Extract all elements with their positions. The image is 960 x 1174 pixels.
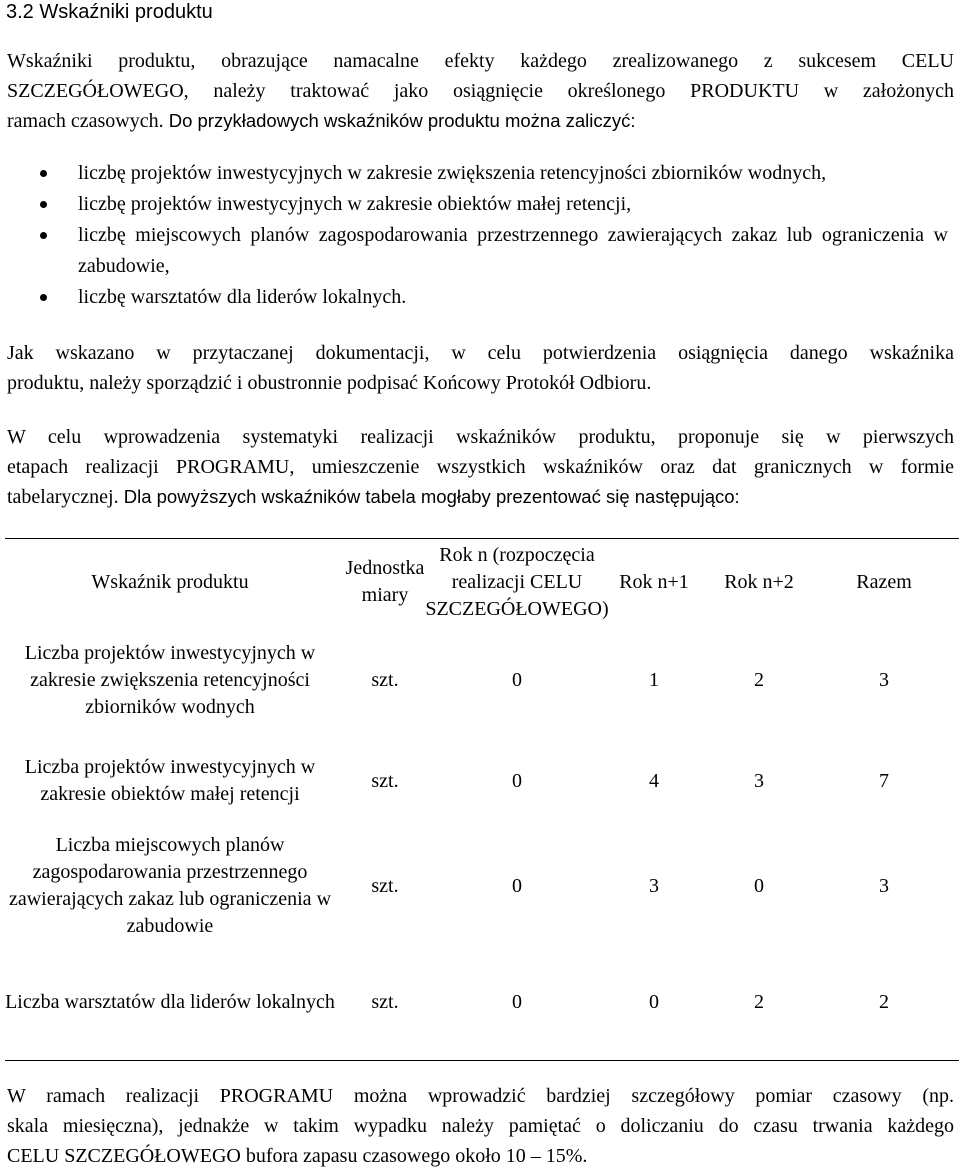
cell-unit: szt. bbox=[371, 991, 399, 1013]
indicator-list bbox=[0, 158, 960, 313]
para3-line-3a: tabelarycznej. bbox=[7, 486, 119, 508]
indicators-table bbox=[5, 538, 959, 1061]
para3-line-2: etapach realizacji PROGRAMU, umieszczenie wszystkich wskaźników oraz dat granicznych w formie bbox=[7, 456, 954, 478]
cell-year-n: 0 bbox=[512, 991, 522, 1013]
para3-line-1: W celu wprowadzenia systematyki realizacji wskaźników produktu, proponuje się w pierwszych bbox=[7, 426, 954, 448]
cell-unit: szt. bbox=[371, 769, 399, 792]
list-item-text: liczbę projektów inwestycyjnych w zakresie obiektów małej retencji, bbox=[78, 193, 632, 215]
para3-line-3 bbox=[7, 482, 954, 512]
cell-unit: szt. bbox=[371, 668, 399, 691]
cell-indicator: Liczba projektów inwestycyjnych w zakresie obiektów małej retencji bbox=[24, 756, 316, 805]
para4-line-1: W ramach realizacji PROGRAMU można wprowadzić bardziej szczegółowy pomiar czasowy (np. bbox=[7, 1085, 954, 1107]
cell-indicator: Liczba warsztatów dla liderów lokalnych bbox=[5, 991, 335, 1013]
closing-paragraph bbox=[7, 1081, 954, 1171]
para4-line-2: skala miesięczna), jednakże w takim wypadku należy pamiętać o doliczaniu do czasu trwania każdego bbox=[7, 1115, 954, 1137]
cell-total: 2 bbox=[879, 991, 889, 1013]
cell-year-n2: 2 bbox=[754, 991, 764, 1013]
intro-line-3a: ramach czasowych. bbox=[7, 110, 164, 132]
section-heading: 3.2 Wskaźniki produktu bbox=[6, 1, 213, 23]
para2-line-1: Jak wskazano w przytaczanej dokumentacji, w celu potwierdzenia osiągnięcia danego wskaźnika bbox=[7, 342, 954, 364]
header-year-n2: Rok n+2 bbox=[724, 570, 794, 593]
cell-total: 3 bbox=[879, 874, 889, 897]
header-total: Razem bbox=[856, 570, 912, 593]
cell-year-n1: 0 bbox=[649, 991, 659, 1013]
list-item-text: liczbę warsztatów dla liderów lokalnych. bbox=[78, 286, 407, 308]
cell-year-n: 0 bbox=[512, 769, 522, 792]
intro-line-3 bbox=[7, 106, 954, 136]
systematics-paragraph bbox=[7, 422, 954, 512]
bullet-icon bbox=[40, 170, 47, 177]
intro-line-2: SZCZEGÓŁOWEGO, należy traktować jako osiągnięcie określonego PRODUKTU w założonych bbox=[7, 80, 954, 102]
table-row bbox=[5, 945, 959, 1060]
header-year-n: Rok n (rozpoczęcia realizacji CELU SZCZEGÓŁOWEGO) bbox=[425, 543, 609, 620]
confirmation-paragraph bbox=[7, 338, 954, 398]
header-year-n1: Rok n+1 bbox=[619, 570, 689, 593]
para3-line-3b: Dla powyższych wskaźników tabela mogłaby prezentować się następująco: bbox=[118, 486, 740, 507]
cell-indicator: Liczba projektów inwestycyjnych w zakresie zwiększenia retencyjności zbiorników wodnych bbox=[24, 641, 316, 718]
table-header-row bbox=[5, 539, 959, 625]
cell-year-n1: 1 bbox=[649, 668, 659, 691]
table-row bbox=[5, 827, 959, 945]
para4-line-3: CELU SZCZEGÓŁOWEGO bufora zapasu czasowego około 10 – 15%. bbox=[7, 1145, 588, 1167]
cell-year-n1: 4 bbox=[649, 769, 659, 792]
table-row bbox=[5, 735, 959, 827]
cell-year-n1: 3 bbox=[649, 874, 659, 897]
intro-paragraph bbox=[7, 46, 954, 136]
cell-total: 3 bbox=[879, 668, 889, 691]
cell-year-n: 0 bbox=[512, 874, 522, 897]
list-item bbox=[0, 158, 948, 189]
cell-unit: szt. bbox=[371, 874, 399, 897]
para2-line-2: produktu, należy sporządzić i obustronnie podpisać Końcowy Protokół Odbioru. bbox=[7, 372, 652, 394]
intro-line-3b: Do przykładowych wskaźników produktu można zaliczyć: bbox=[163, 110, 636, 131]
bullet-icon bbox=[40, 232, 47, 239]
cell-indicator: Liczba miejscowych planów zagospodarowania przestrzennego zawierających zakaz lub ograniczenia w zabudowie bbox=[8, 834, 332, 937]
cell-year-n: 0 bbox=[512, 668, 522, 691]
cell-year-n2: 2 bbox=[754, 668, 764, 691]
list-item bbox=[0, 189, 948, 220]
cell-year-n2: 0 bbox=[754, 874, 764, 897]
table-row bbox=[5, 625, 959, 735]
list-item bbox=[0, 282, 948, 313]
header-indicator: Wskaźnik produktu bbox=[91, 570, 249, 593]
cell-year-n2: 3 bbox=[754, 769, 764, 792]
header-unit: Jednostka miary bbox=[345, 557, 425, 606]
bullet-icon bbox=[40, 294, 47, 301]
list-item bbox=[0, 220, 948, 282]
list-item-text: liczbę projektów inwestycyjnych w zakresie zwiększenia retencyjności zbiorników wodnych, bbox=[78, 162, 827, 184]
cell-total: 7 bbox=[879, 769, 889, 792]
intro-line-1: Wskaźniki produktu, obrazujące namacalne efekty każdego zrealizowanego z sukcesem CELU bbox=[7, 50, 954, 72]
list-item-text: liczbę miejscowych planów zagospodarowania przestrzennego zawierających zakaz lub ograniczenia w zabudowie, bbox=[78, 224, 948, 277]
bullet-icon bbox=[40, 201, 47, 208]
